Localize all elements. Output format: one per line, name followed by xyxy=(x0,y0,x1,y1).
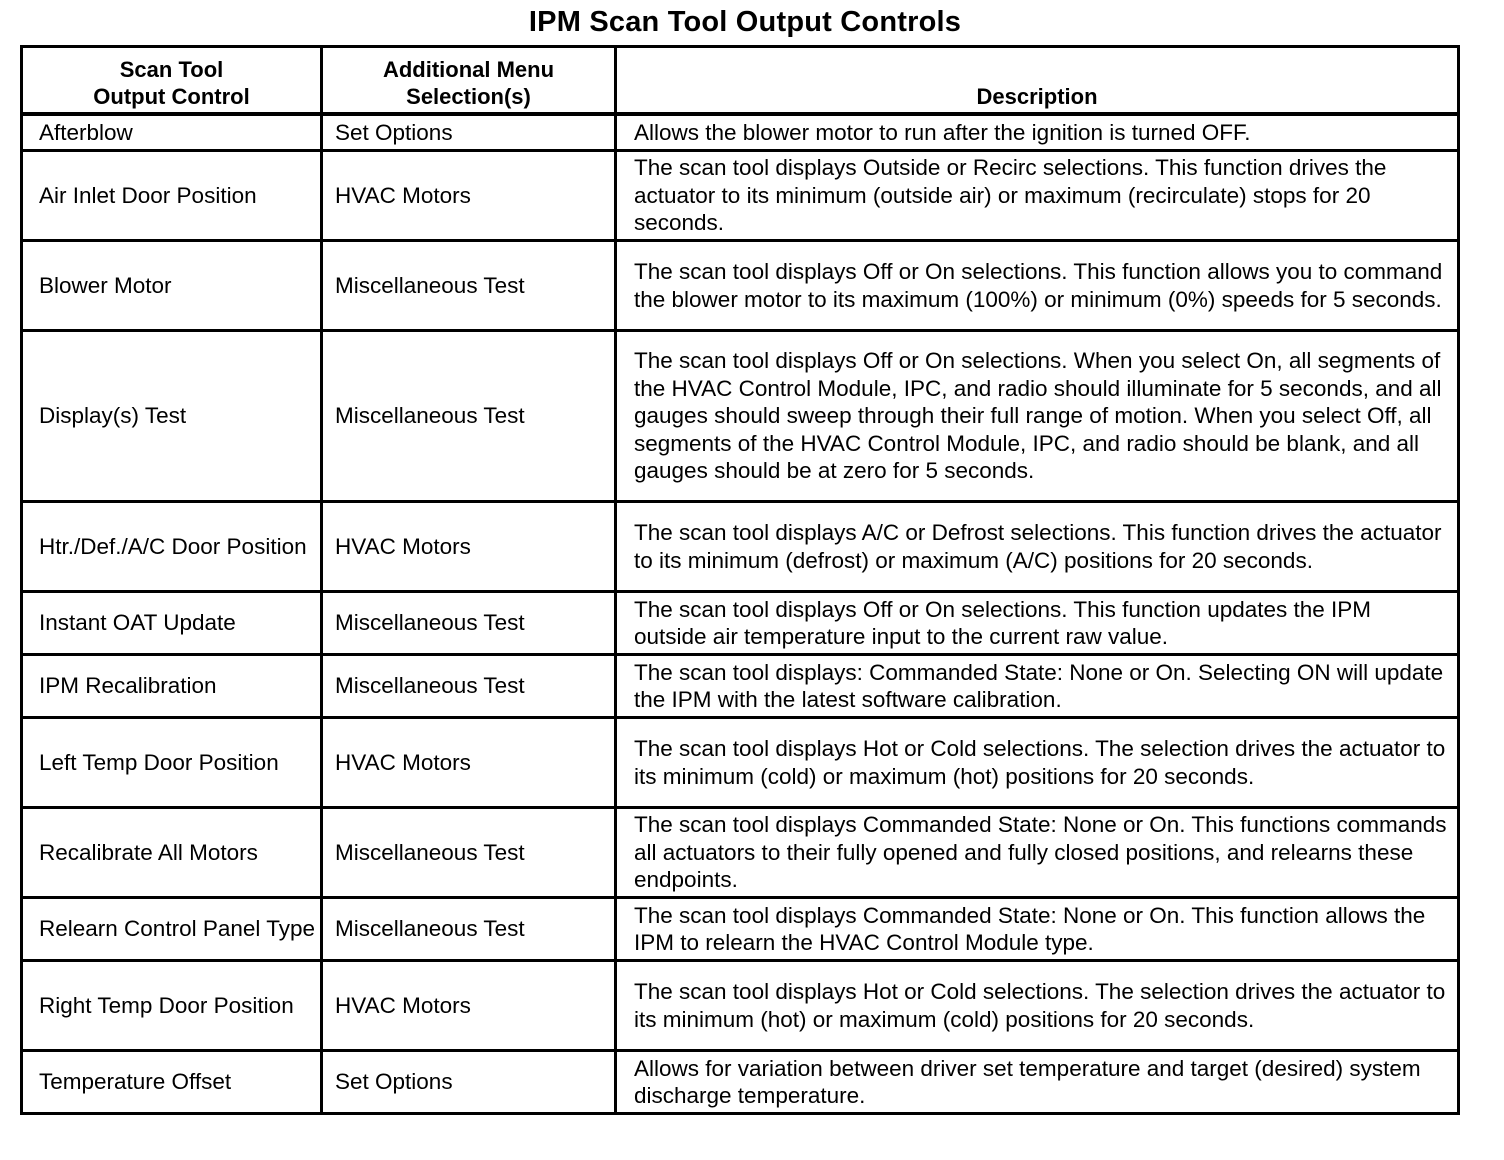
cell-menu-selection: Set Options xyxy=(322,114,616,151)
table-row xyxy=(22,331,1459,502)
table-row xyxy=(22,718,1459,808)
cell-description: The scan tool displays Off or On selections. This function allows you to command the blower motor to its maximum (100%) or minimum (0%) speeds for 5 seconds. xyxy=(616,241,1459,331)
cell-output-control: Relearn Control Panel Type xyxy=(22,898,322,961)
header-output-control: Scan Tool Output Control xyxy=(22,47,322,115)
cell-menu-selection: HVAC Motors xyxy=(322,151,616,241)
output-controls-table xyxy=(20,45,1460,1115)
header-description: Description xyxy=(616,47,1459,115)
table-row xyxy=(22,241,1459,331)
table-row xyxy=(22,1051,1459,1114)
cell-menu-selection: Miscellaneous Test xyxy=(322,241,616,331)
cell-output-control: Right Temp Door Position xyxy=(22,961,322,1051)
cell-menu-selection: Miscellaneous Test xyxy=(322,898,616,961)
table-row xyxy=(22,898,1459,961)
table-header-row xyxy=(22,47,1459,115)
cell-description: The scan tool displays Hot or Cold selections. The selection drives the actuator to its minimum (hot) or maximum (cold) positions for 20 seconds. xyxy=(616,961,1459,1051)
table-row xyxy=(22,655,1459,718)
cell-menu-selection: Miscellaneous Test xyxy=(322,592,616,655)
cell-menu-selection: Miscellaneous Test xyxy=(322,331,616,502)
cell-description: The scan tool displays: Commanded State: None or On. Selecting ON will update the IPM with the latest software calibration. xyxy=(616,655,1459,718)
cell-output-control: Instant OAT Update xyxy=(22,592,322,655)
cell-description: Allows the blower motor to run after the ignition is turned OFF. xyxy=(616,114,1459,151)
cell-menu-selection: Miscellaneous Test xyxy=(322,808,616,898)
table-row xyxy=(22,961,1459,1051)
table-row xyxy=(22,808,1459,898)
cell-menu-selection: Set Options xyxy=(322,1051,616,1114)
cell-description: The scan tool displays Off or On selections. This function updates the IPM outside air temperature input to the current raw value. xyxy=(616,592,1459,655)
cell-output-control: IPM Recalibration xyxy=(22,655,322,718)
cell-description: The scan tool displays Hot or Cold selections. The selection drives the actuator to its minimum (cold) or maximum (hot) positions for 20 seconds. xyxy=(616,718,1459,808)
table-row xyxy=(22,114,1459,151)
cell-menu-selection: HVAC Motors xyxy=(322,961,616,1051)
cell-output-control: Left Temp Door Position xyxy=(22,718,322,808)
header-additional-menu: Additional Menu Selection(s) xyxy=(322,47,616,115)
cell-menu-selection: HVAC Motors xyxy=(322,502,616,592)
cell-description: The scan tool displays Outside or Recirc selections. This function drives the actuator to its minimum (outside air) or maximum (recirculate) stops for 20 seconds. xyxy=(616,151,1459,241)
cell-output-control: Htr./Def./A/C Door Position xyxy=(22,502,322,592)
cell-description: The scan tool displays Commanded State: None or On. This functions commands all actuators to their fully opened and fully closed positions, and relearns these endpoints. xyxy=(616,808,1459,898)
cell-description: Allows for variation between driver set temperature and target (desired) system discharge temperature. xyxy=(616,1051,1459,1114)
page-title: IPM Scan Tool Output Controls xyxy=(528,6,962,38)
cell-output-control: Afterblow xyxy=(22,114,322,151)
table-row xyxy=(22,151,1459,241)
cell-output-control: Blower Motor xyxy=(22,241,322,331)
cell-description: The scan tool displays Commanded State: None or On. This function allows the IPM to relearn the HVAC Control Module type. xyxy=(616,898,1459,961)
cell-output-control: Display(s) Test xyxy=(22,331,322,502)
cell-description: The scan tool displays A/C or Defrost selections. This function drives the actuator to its minimum (defrost) or maximum (A/C) positions for 20 seconds. xyxy=(616,502,1459,592)
cell-output-control: Air Inlet Door Position xyxy=(22,151,322,241)
table-row xyxy=(22,592,1459,655)
cell-description: The scan tool displays Off or On selections. When you select On, all segments of the HVAC Control Module, IPC, and radio should illuminate for 5 seconds, and all gauges should sweep through their full range of motion. When you select Off, all segments of the HVAC Control Module, IPC, and radio should be blank, and all gauges should be at zero for 5 seconds. xyxy=(616,331,1459,502)
cell-menu-selection: Miscellaneous Test xyxy=(322,655,616,718)
cell-output-control: Temperature Offset xyxy=(22,1051,322,1114)
table-row xyxy=(22,502,1459,592)
cell-output-control: Recalibrate All Motors xyxy=(22,808,322,898)
cell-menu-selection: HVAC Motors xyxy=(322,718,616,808)
